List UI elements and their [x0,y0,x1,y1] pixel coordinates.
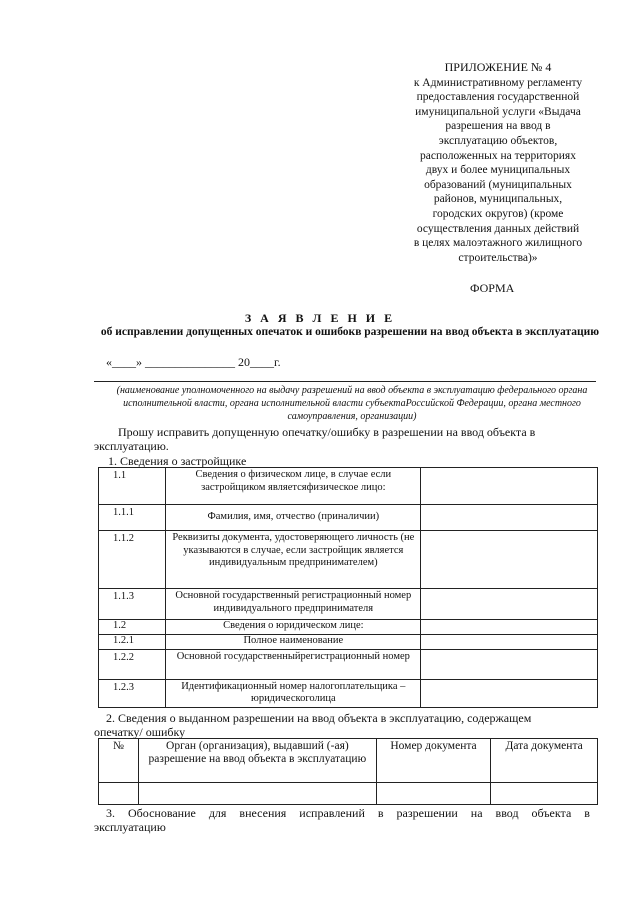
appendix-line: эксплуатацию объектов, [438,134,558,147]
section-1-title: 1. Сведения о застройщике [108,454,247,468]
table-row [99,649,598,679]
cell-doc-date[interactable] [491,783,598,805]
row-number: 1.2.1 [99,634,166,649]
table-header-row [99,739,598,783]
row-number: 1.1 [99,468,166,505]
appendix-line: осуществления данных действий [416,222,580,235]
appendix-line: в целях малоэтажного жилищного [413,237,583,250]
section-2-title-cont: опечатку/ ошибку [94,725,186,739]
row-number: 1.1.3 [99,589,166,620]
row-number: 1.2 [99,620,166,635]
row-description: Идентификационный номер налогоплательщика – юридическоголица [166,679,421,707]
row-value-field[interactable] [421,679,598,707]
row-description: Сведения о юридическом лице: [166,620,421,635]
table-row [99,679,598,707]
row-description: Реквизиты документа, удостоверяющего личность (не указываются в случае, если застройщик является индивидуальным предпринимателем) [166,531,421,589]
document-heading: З А Я В Л Е Н И Е [244,311,396,325]
request-text-cont: эксплуатацию. [94,439,169,453]
section-3-title: 3. Обоснование для внесения исправлений в разрешении на ввод объекта в [106,806,590,820]
appendix-line: строительства)» [458,251,538,264]
table-row [99,505,598,531]
row-value-field[interactable] [421,634,598,649]
row-number: 1.2.2 [99,649,166,679]
col-doc-number-header: Номер документа [376,739,490,783]
appendix-line: районов, муниципальных, [433,193,563,206]
authority-caption: (наименование уполномоченного на выдачу разрешений на ввод объекта в эксплуатацию федерального органа исполнительной власти, органа исполнительной власти субъектаРоссийской Федерации, органа местного самоуправления, организации) [116,385,588,422]
appendix-line: разрешения на ввод в [445,120,551,133]
col-issuer-header: Орган (организация), выдавший (-ая) разрешение на ввод объекта в эксплуатацию [138,739,376,783]
table-row [99,531,598,589]
cell-issuer[interactable] [138,783,376,805]
row-value-field[interactable] [421,649,598,679]
row-value-field[interactable] [421,620,598,635]
authority-underline [94,381,596,382]
table-row [99,783,598,805]
row-value-field[interactable] [421,468,598,505]
row-description: Сведения о физическом лице, в случае если застройщиком являетсяфизическое лицо: [166,468,421,505]
appendix-line: расположенных на территориях [420,149,576,162]
row-value-field[interactable] [421,505,598,531]
appendix-title: ПРИЛОЖЕНИЕ № 4 [444,60,552,74]
row-description: Основной государственный регистрационный номер индивидуального предпринимателя [166,589,421,620]
cell-number[interactable] [99,783,139,805]
col-doc-date-header: Дата документа [491,739,598,783]
row-number: 1.1.2 [99,531,166,589]
table-row [99,589,598,620]
col-number-header: № [99,739,139,783]
appendix-line: к Административному регламенту [413,76,583,89]
request-text: Прошу исправить допущенную опечатку/ошибку в разрешении на ввод объекта в [118,425,536,439]
row-description: Полное наименование [166,634,421,649]
section-3-title-cont: эксплуатацию [94,820,166,834]
appendix-line: двух и более муниципальных [425,164,571,177]
appendix-line: предоставления государственной [416,91,580,104]
form-label: ФОРМА [470,281,515,295]
permit-table [98,738,598,805]
appendix-line: городских округов) (кроме [432,207,564,220]
appendix-line: образований (муниципальных [424,178,572,191]
row-description: Фамилия, имя, отчество (приналичии) [166,505,421,531]
appendix-block [398,60,598,265]
table-row [99,468,598,505]
table-row [99,634,598,649]
row-value-field[interactable] [421,531,598,589]
table-row [99,620,598,635]
row-number: 1.1.1 [99,505,166,531]
applicant-table [98,467,598,708]
cell-doc-number[interactable] [376,783,490,805]
document-subtitle: об исправлении допущенных опечаток и ошибокв разрешении на ввод объекта в эксплуатацию [100,326,600,338]
section-2-title: 2. Сведения о выданном разрешении на ввод объекта в эксплуатацию, содержащем [106,711,532,725]
row-description: Основной государственныйрегистрационный номер [166,649,421,679]
row-value-field[interactable] [421,589,598,620]
date-line: «____» _______________ 20____г. [106,355,281,369]
appendix-line: имуниципальной услуги «Выдача [415,105,581,118]
row-number: 1.2.3 [99,679,166,707]
